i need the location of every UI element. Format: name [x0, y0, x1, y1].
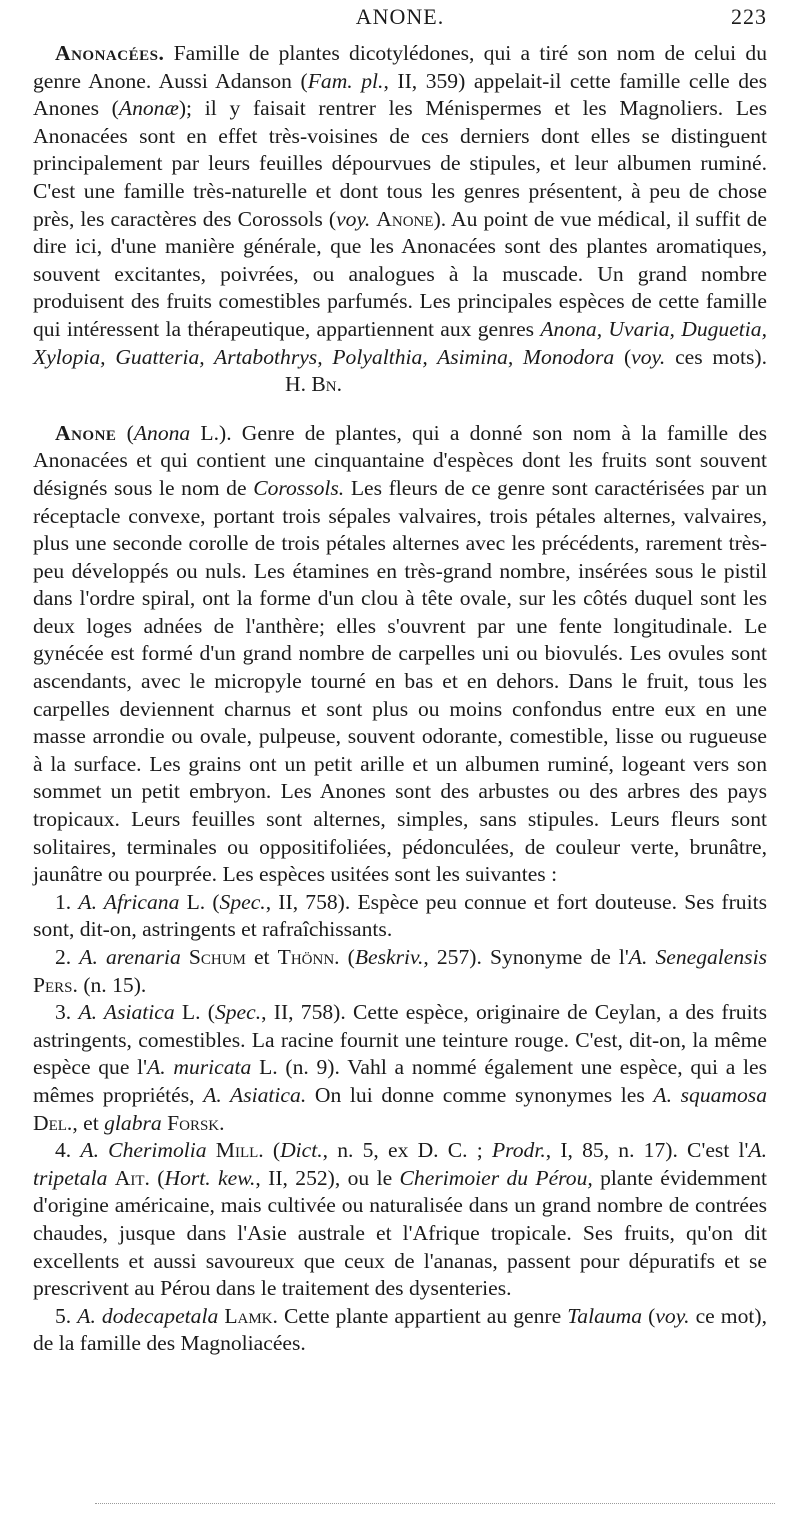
text-run: (	[642, 1303, 656, 1328]
body-text	[33, 40, 767, 1358]
italic-run: Talauma	[567, 1303, 643, 1328]
text-run: L. (n. 9). Vahl a nommé également une espèce, qui a les mêmes propriétés,	[33, 1055, 767, 1107]
text-run: , II, 758). Espèce peu connue et fort douteuse. Ses fruits sont, dit-on, astringents et rafraîchissants.	[33, 889, 767, 942]
species-number: 1.	[55, 889, 72, 914]
species-item	[33, 1137, 767, 1303]
species-name: A. Africana	[78, 889, 180, 914]
italic-run: voy.	[336, 206, 371, 231]
italic-run: A. Asiatica.	[203, 1082, 307, 1107]
species-number: 3.	[55, 1000, 72, 1025]
italic-run: Anona	[133, 420, 191, 445]
smallcaps-run: Lamk.	[224, 1303, 278, 1328]
italic-run: A. squamosa	[653, 1082, 768, 1107]
text-run: Famille de plantes dicotylédones, qui a tiré son nom de celui du genre Anone. Aussi Adanson (	[33, 41, 767, 93]
species-number: 2.	[55, 945, 72, 969]
header-title: ANONE.	[355, 4, 445, 29]
text-run: (	[339, 945, 355, 969]
smallcaps-run: Anone	[376, 206, 434, 231]
species-number: 4.	[55, 1138, 72, 1163]
entry-anonacees	[33, 40, 767, 399]
text-run: L. (	[179, 889, 220, 914]
italic-run: voy.	[655, 1303, 690, 1328]
text-run: Les fleurs de ce genre sont caractérisées par un réceptacle convexe, portant trois sépales valvaires, trois pétales alternes, valvaires, plus une seconde corolle de trois pétales alternes avec les précédents, rarement très-peu développés ou nuls. Les étamines en très-grand nombre, insérées sous le pistil dans l'ordre spiral, ont la forme d'un clou à tête ovale, sur les côtés duquel sont les deux loges adnées de l'anthère; elles s'ouvrent par une fente longitudinale. Le gynécée est formé d'un grand nombre de carpelles uni ou biovulés. Les ovules sont ascendants, avec le micropyle tourné en bas et en dehors. Dans le fruit, tous les carpelles deviennent charnus et sont plus ou moins confondus entre eux en une masse arrondie ou ovale, pulpeuse, souvent odorante, comestible, lisse ou rugueuse à la surface. Les grains ont un petit arille et un albumen ruminé, logeant vers son sommet un petit embryon. Les Anones sont des arbustes ou des arbres des pays tropicaux. Leurs feuilles sont alternes, simples, sans stipules. Leurs fleurs sont solitaires, terminales ou oppositifoliées, pédonculées, de couleur verte, brunâtre, jaunâtre ou pourprée. Les espèces usitées sont les suivantes :	[33, 475, 767, 887]
text-run: , II, 359) appelait-il cette famille celle des Anones (	[33, 68, 768, 121]
species-name: A. dodecapetala	[77, 1303, 219, 1328]
text-run: ces mots).	[665, 344, 767, 369]
italic-run: Hort. kew.	[164, 1165, 256, 1190]
text-run: (n. 15).	[77, 972, 147, 997]
page	[33, 0, 767, 1358]
species-name: A. Cherimolia	[80, 1138, 207, 1163]
running-header	[33, 0, 767, 40]
species-number: 5.	[55, 1303, 72, 1328]
text-run: (	[116, 420, 134, 445]
italic-run: A. Senegalensis	[628, 945, 767, 969]
italic-run: Corossols.	[253, 475, 345, 500]
italic-run: Beskriv.	[354, 945, 424, 969]
text-run: , II, 758). Cette espèce, originaire de Ceylan, a des fruits astringents, comestibles. La racine fournit une teinture rouge. C'est, dit-on, la même espèce que l'	[33, 1000, 768, 1080]
smallcaps-run: Ait.	[114, 1165, 150, 1190]
species-item	[33, 999, 767, 1137]
italic-run: Spec.	[214, 1000, 262, 1025]
text-run: , et	[72, 1110, 105, 1135]
text-run: , II, 252), ou le	[255, 1165, 400, 1190]
text-run: L. (	[174, 1000, 215, 1025]
text-run	[207, 1138, 216, 1162]
smallcaps-run: Del.	[33, 1110, 73, 1135]
italic-run: Prodr.	[491, 1138, 546, 1163]
text-run: L.). Genre de plantes, qui a donné son nom à la famille des Anonacées et qui contient une cinquantaine d'espèces dont les fruits sont souvent désignés sous le nom de	[33, 420, 768, 500]
smallcaps-run: Schum	[188, 945, 246, 969]
italic-run: Fam. pl.	[307, 68, 384, 93]
species-name: A. Asiatica	[78, 1000, 175, 1025]
text-run	[181, 945, 189, 969]
text-run: ); il y faisait rentrer les Ménispermes et les Magnoliers. Les Anonacées sont en effet très-voisines de ces derniers dont elles se distinguent principalement par leurs feuilles dépourvues de stipules, et leur albumen ruminé. C'est une famille très-naturelle et dont tous les genres présentent, à peu de chose près, les caractères des Corossols (	[33, 96, 767, 231]
text-run: , 257). Synonyme de l'	[423, 945, 629, 969]
text-run: On lui donne comme synonymes les	[306, 1082, 654, 1107]
italic-run: glabra	[104, 1110, 162, 1135]
bleed-through-line	[95, 1503, 775, 1504]
italic-run: voy.	[631, 344, 666, 369]
text-run: ). Au point de vue médical, il suffit de dire ici, d'une manière générale, que les Anonacées sont des plantes aromatiques, souvent excitantes, poivrées, ou analogues à la muscade. Un grand nombre produisent des fruits comestibles parfumés. Les principales espèces de cette famille qui intéressent la thérapeutique, appartiennent aux genres	[33, 206, 767, 341]
species-name: A. arenaria	[79, 945, 181, 969]
headword: Anone	[55, 420, 117, 445]
italic-run: Spec.	[219, 889, 266, 914]
text-run	[107, 1166, 114, 1190]
italic-run: Dict.	[280, 1138, 323, 1163]
italic-run: Anonæ	[118, 96, 179, 121]
species-item	[33, 1303, 767, 1358]
italic-run: A. tripetala	[33, 1138, 768, 1190]
page-number: 223	[731, 4, 767, 29]
author-signature: H. Bn.	[285, 372, 343, 397]
smallcaps-run: Pers.	[33, 972, 78, 997]
text-run: (	[149, 1165, 165, 1190]
smallcaps-run: Forsk.	[167, 1110, 225, 1135]
italic-run: A. muricata	[147, 1055, 252, 1080]
text-run: , n. 5, ex D. C. ;	[322, 1138, 492, 1163]
text-run: (	[614, 344, 632, 369]
species-item	[33, 889, 767, 944]
headword: Anonacées.	[55, 41, 165, 65]
text-run: (	[263, 1138, 281, 1163]
smallcaps-run: Mill.	[215, 1138, 264, 1163]
text-run: et	[245, 945, 278, 969]
italic-run: Cherimoier du Pérou,	[399, 1165, 593, 1190]
text-run: , I, 85, n. 17). C'est l'	[545, 1138, 749, 1163]
entry-anone	[33, 420, 767, 889]
text-run: ce mot), de la famille des Magnoliacées.	[33, 1303, 767, 1356]
smallcaps-run: Thönn.	[277, 945, 340, 969]
italic-run: Anona, Uvaria, Duguetia, Xylopia, Guatteria, Artabothrys, Polyalthia, Asimina, Monodora	[33, 316, 767, 369]
text-run: plante évidemment d'origine américaine, mais cultivée ou naturalisée dans un grand nombre de contrées chaudes, jusque dans l'Asie australe et l'Afrique tropicale. Ses fruits, qu'on dit excellents et aussi savoureux que ceux de l'ananas, passent pour dépuratifs et se prescrivent au Pérou dans le traitement des dysenteries.	[33, 1165, 767, 1301]
text-run: Cette plante appartient au genre	[277, 1303, 568, 1328]
species-item	[33, 944, 767, 999]
